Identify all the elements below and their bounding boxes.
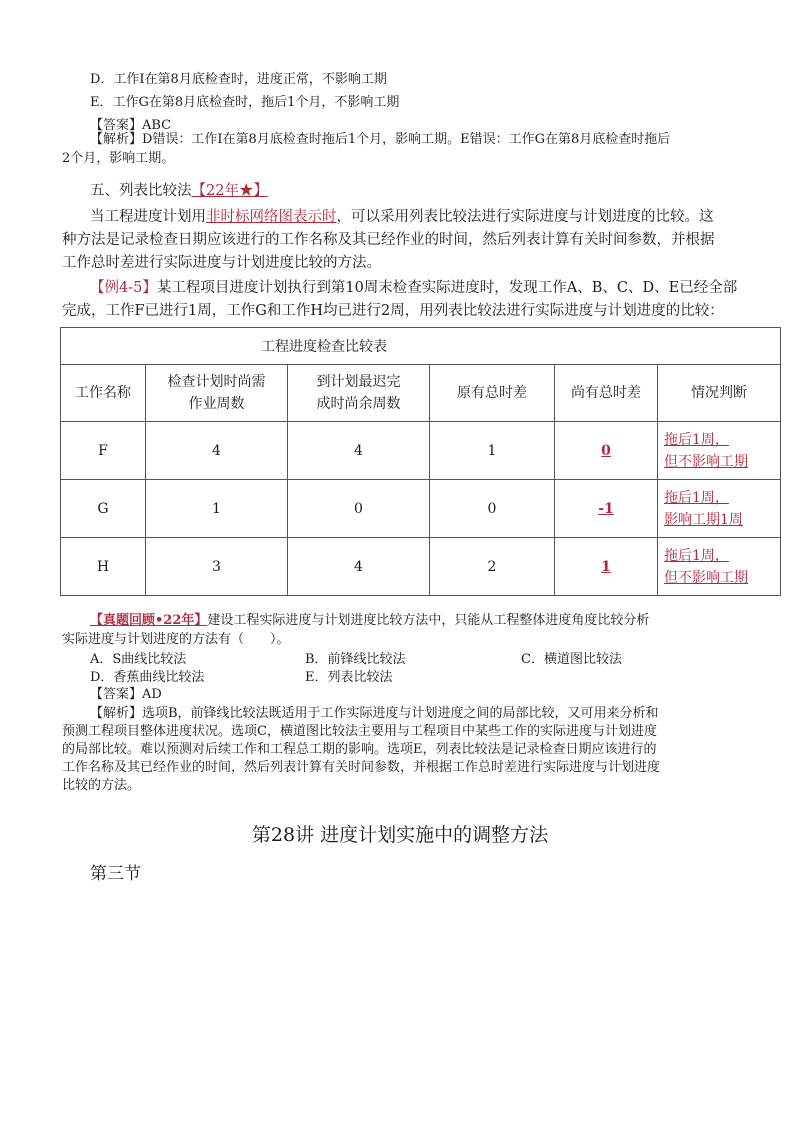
review-analysis-line-4: 工作名称及其已经作业的时间，然后列表计算有关时间参数，并根据工作总时差进行实际进度与计划进度 (62, 760, 661, 775)
review-tag: 【真题回顾•22年】 (90, 613, 208, 628)
section-year-tag: 【22年★】 (191, 183, 268, 199)
table-row (61, 480, 781, 538)
para-line-1 (90, 207, 714, 227)
review-answer: 【答案】AD (90, 687, 162, 702)
example-tag: 【例4-5】 (90, 280, 157, 296)
review-option-a: A．S曲线比较法 (90, 652, 187, 667)
cell-remain: 4 (288, 422, 430, 480)
table-header-row (61, 365, 781, 422)
section-title (90, 181, 268, 201)
total-float-value: 1 (601, 558, 611, 575)
review-option-b: B．前锋线比较法 (305, 652, 406, 667)
table-row (61, 422, 781, 480)
cell-judge: 拖后1周， 但不影响工期 (658, 538, 781, 596)
cell-name: G (61, 480, 146, 538)
cell-need: 3 (146, 538, 288, 596)
cell-name: F (61, 422, 146, 480)
cell-judge: 拖后1周， 影响工期1周 (658, 480, 781, 538)
cell-judge: 拖后1周， 但不影响工期 (658, 422, 781, 480)
option-e-text: E．工作G在第8月底检查时，拖后1个月，不影响工期 (90, 95, 400, 110)
example-line-2: 完成，工作F已进行1周，工作G和工作H均已进行2周，用列表比较法进行实际进度与计划进度的比较： (62, 303, 724, 319)
para-line-1-prefix: 当工程进度计划用 (90, 209, 206, 225)
review-analysis-line-2: 预测工程项目整体进度状况。选项C，横道图比较法主要用与工程项目中某些工作的实际进度与计划进度 (62, 724, 657, 739)
progress-comparison-table (60, 327, 781, 596)
cell-need: 4 (146, 422, 288, 480)
section-heading: 第三节 (90, 864, 141, 884)
table-row (61, 538, 781, 596)
review-analysis-line-1: 【解析】选项B，前锋线比较法既适用于工作实际进度与计划进度之间的局部比较，又可用来分析和 (90, 706, 659, 721)
header-cell: 尚有总时差 (555, 365, 658, 422)
cell-orig: 2 (430, 538, 555, 596)
review-analysis-line-3: 的局部比较。难以预测对后续工作和工程总工期的影响。选项E，列表比较法是记录检查日期应该进行的 (62, 742, 657, 757)
lecture-heading: 第28讲 进度计划实施中的调整方法 (251, 824, 549, 846)
review-question-line-1 (90, 612, 649, 630)
header-cell: 检查计划时尚需 作业周数 (146, 365, 288, 422)
analysis-line-1: 【解析】D错误：工作I在第8月底检查时拖后1个月，影响工期。E错误：工作G在第8月底检查时拖后 (90, 132, 671, 147)
review-question-line-2: 实际进度与计划进度的方法有（ ）。 (62, 632, 290, 647)
total-float-value: -1 (598, 500, 614, 517)
cell-now (555, 422, 658, 480)
cell-need: 1 (146, 480, 288, 538)
example-line-1 (90, 278, 737, 298)
cell-now (555, 538, 658, 596)
para-line-3: 工作总时差进行实际进度与计划进度比较的方法。 (62, 255, 381, 271)
header-cell: 情况判断 (658, 365, 781, 422)
total-float-value: 0 (601, 442, 611, 459)
review-option-e: E．列表比较法 (305, 670, 393, 685)
para-highlight: 非时标网络图表示时 (206, 209, 337, 225)
para-line-2: 种方法是记录检查日期应该进行的工作名称及其已经作业的时间，然后列表计算有关时间参数，并根据 (62, 232, 715, 248)
para-line-1-suffix: ，可以采用列表比较法进行实际进度与计划进度的比较。这 (336, 209, 714, 225)
table-caption: 工程进度检查比较表 (61, 328, 781, 365)
header-cell: 工作名称 (61, 365, 146, 422)
cell-orig: 1 (430, 422, 555, 480)
header-cell: 到计划最迟完 成时尚余周数 (288, 365, 430, 422)
review-question-text: 建设工程实际进度与计划进度比较方法中，只能从工程整体进度角度比较分析 (207, 613, 650, 628)
cell-remain: 0 (288, 480, 430, 538)
cell-orig: 0 (430, 480, 555, 538)
answer-text: 【答案】ABC (90, 118, 172, 133)
review-analysis-line-5: 比较的方法。 (62, 778, 141, 793)
option-d-text: D．工作I在第8月底检查时，进度正常，不影响工期 (90, 72, 387, 87)
section-title-text: 五、列表比较法 (90, 183, 192, 199)
cell-name: H (61, 538, 146, 596)
cell-now (555, 480, 658, 538)
example-text: 某工程项目进度计划执行到第10周末检查实际进度时，发现工作A、B、C、D、E已经全部 (156, 280, 738, 296)
cell-remain: 4 (288, 538, 430, 596)
header-cell: 原有总时差 (430, 365, 555, 422)
review-option-c: C．横道图比较法 (521, 652, 622, 667)
analysis-line-2: 2个月，影响工期。 (62, 151, 175, 166)
review-option-d: D．香蕉曲线比较法 (90, 670, 205, 685)
